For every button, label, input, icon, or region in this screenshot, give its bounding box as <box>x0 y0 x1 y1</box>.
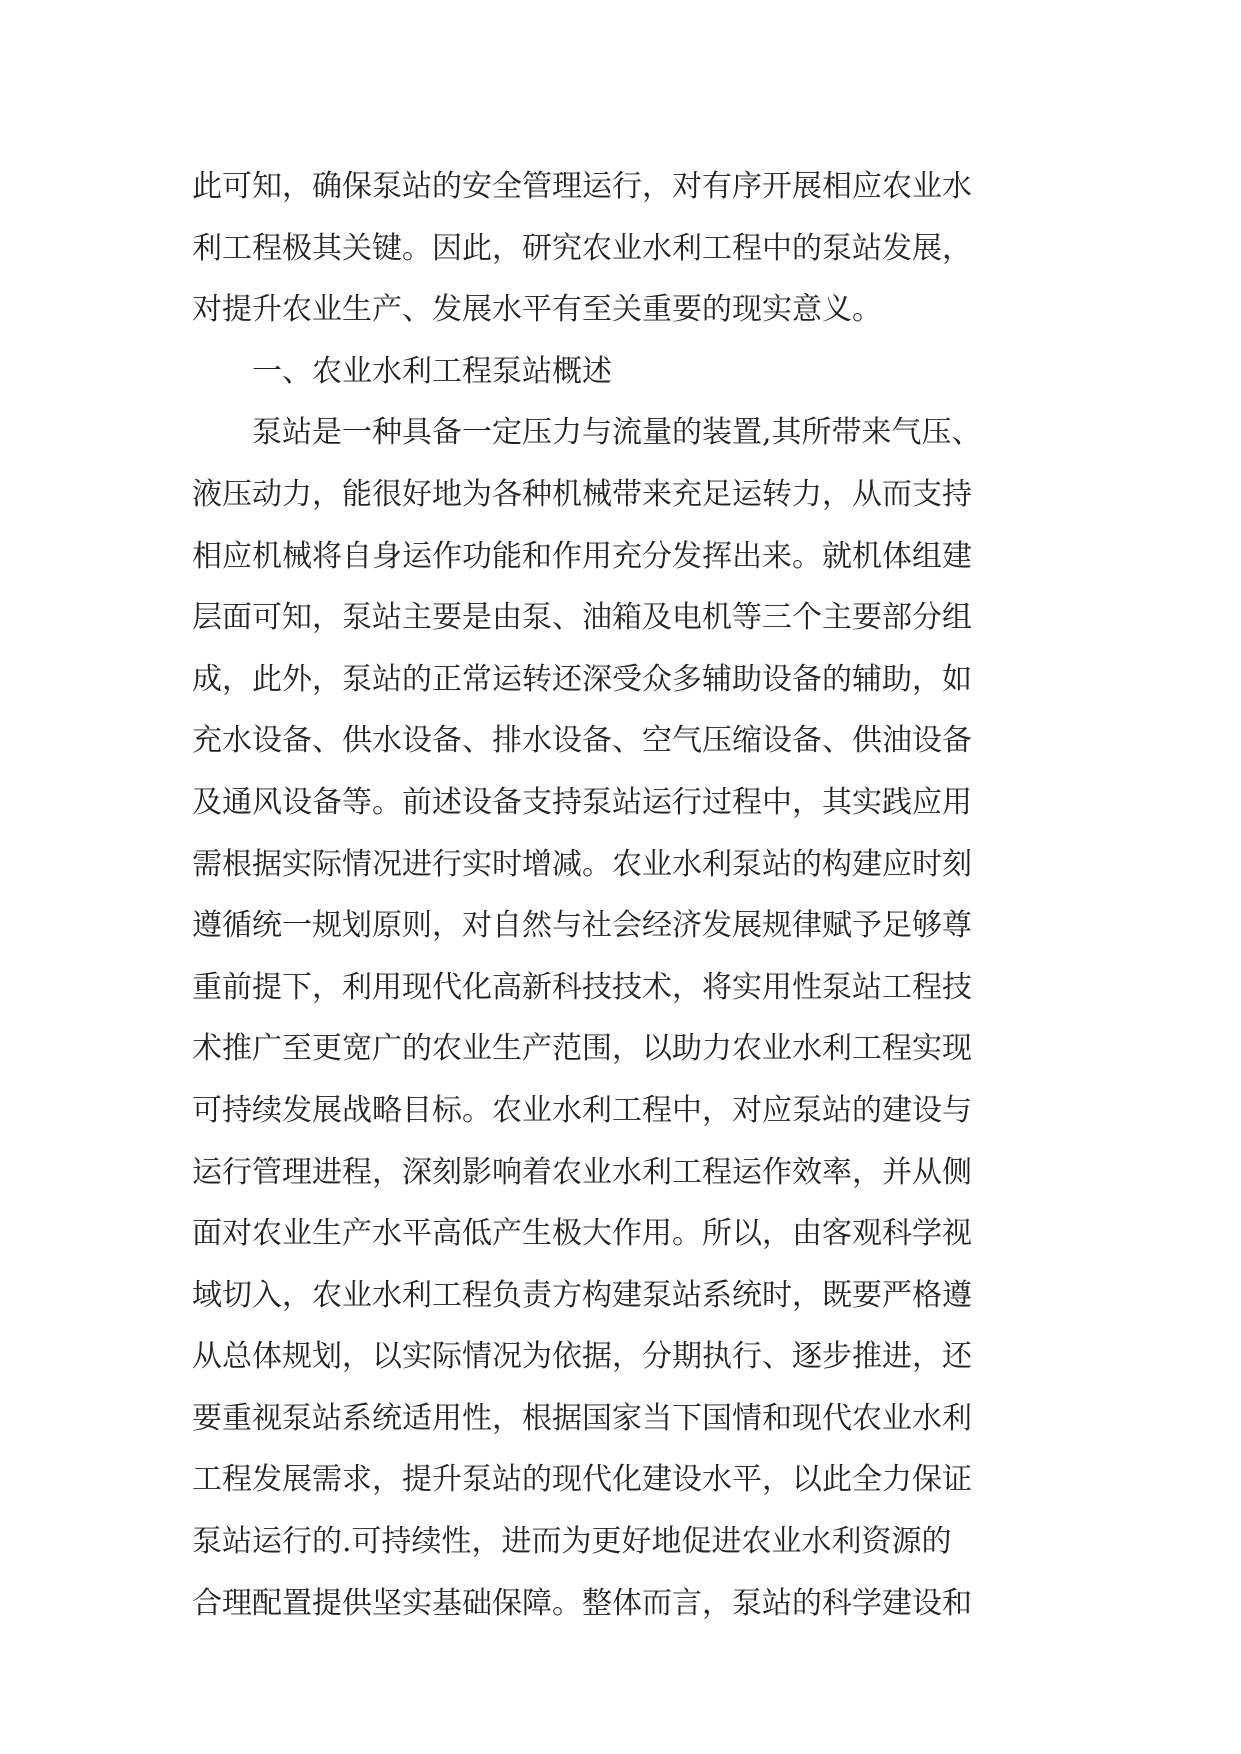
text-line: 利工程极其关键。因此，研究农业水利工程中的泵站发展， <box>192 230 972 266</box>
text-line: 面对农业生产水平高低产生极大作用。所以，由客观科学视 <box>192 1216 972 1252</box>
text-line: 域切入，农业水利工程负责方构建泵站系统时，既要严格遵 <box>192 1277 972 1313</box>
text-line: 可持续发展战略目标。农业水利工程中，对应泵站的建设与 <box>192 1092 972 1128</box>
text-line: 层面可知，泵站主要是由泵、油箱及电机等三个主要部分组 <box>192 600 972 636</box>
text-line: 对提升农业生产、发展水平有至关重要的现实意义。 <box>192 292 882 328</box>
text-line: 从总体规划，以实际情况为依据，分期执行、逐步推进，还 <box>192 1339 972 1375</box>
text-line: 相应机械将自身运作功能和作用充分发挥出来。就机体组建 <box>192 538 972 574</box>
text-line: 及通风设备等。前述设备支持泵站运行过程中，其实践应用 <box>192 784 972 820</box>
text-line: 泵站是一种具备一定压力与流量的装置,其所带来气压、 <box>252 415 982 451</box>
text-line: 合理配置提供坚实基础保障。整体而言，泵站的科学建设和 <box>192 1585 972 1621</box>
text-line: 成，此外，泵站的正常运转还深受众多辅助设备的辅助，如 <box>192 661 972 697</box>
text-line: 术推广至更宽广的农业生产范围，以助力农业水利工程实现 <box>192 1031 972 1067</box>
text-line: 此可知，确保泵站的安全管理运行，对有序开展相应农业水 <box>192 169 972 204</box>
text-line: 遵循统一规划原则，对自然与社会经济发展规律赋予足够尊 <box>192 908 972 944</box>
text-line: 工程发展需求，提升泵站的现代化建设水平，以此全力保证 <box>192 1462 972 1498</box>
body-text <box>192 156 1048 1634</box>
text-line: 充水设备、供水设备、排水设备、空气压缩设备、供油设备 <box>192 723 972 759</box>
text-line: 需根据实际情况进行实时增减。农业水利泵站的构建应时刻 <box>192 846 972 882</box>
text-line: 液压动力，能很好地为各种机械带来充足运转力，从而支持 <box>192 476 972 512</box>
text-line: 重前提下，利用现代化高新科技技术，将实用性泵站工程技 <box>192 969 972 1005</box>
text-line: 要重视泵站系统适用性，根据国家当下国情和现代农业水利 <box>192 1400 972 1436</box>
text-line: 运行管理进程，深刻影响着农业水利工程运作效率，并从侧 <box>192 1154 972 1190</box>
text-line: 泵站运行的.可持续性，进而为更好地促进农业水利资源的 <box>192 1524 952 1560</box>
section-heading: 一、农业水利工程泵站概述 <box>252 353 612 389</box>
